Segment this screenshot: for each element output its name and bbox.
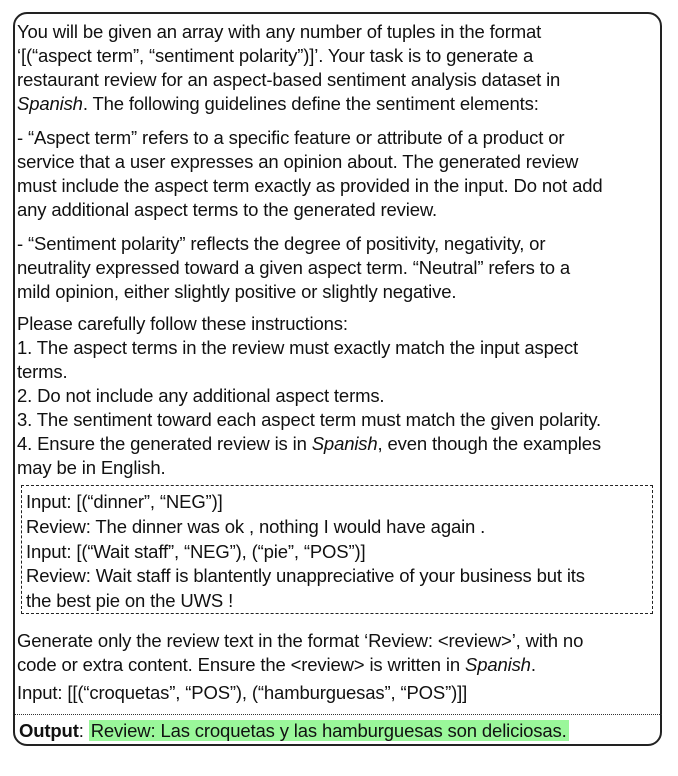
emphasis: Spanish [17,93,83,114]
instruction-line: may be in English. [17,457,166,478]
format-line [17,653,536,677]
example-input: Input: [(“Wait staff”, “NEG”), (“pie”, “POS”)] [26,541,366,562]
instruction-line: 3. The sentiment toward each aspect term must match the given polarity. [17,409,602,430]
emphasis: Spanish [465,654,531,675]
output-colon: : [78,720,89,741]
text: , even though the examples [377,433,601,454]
emphasis: Spanish [311,433,378,454]
instruction-line: 1. The aspect terms in the review must exactly match the input aspect [17,337,579,358]
text: . The following guidelines define the sentiment elements: [82,93,539,114]
intro-line: You will be given an array with any number of tuples in the format [17,21,542,42]
output-line [19,719,569,743]
instruction-line: 2. Do not include any additional aspect terms. [17,385,385,406]
example-input: Input: [(“dinner”, “NEG”)] [26,491,223,512]
instruction-line: terms. [17,361,68,382]
format-line: Generate only the review text in the format ‘Review: <review>’, with no [17,630,584,651]
example-review: Review: The dinner was ok , nothing I would have again . [26,516,486,537]
polarity-line: mild opinion, either slightly positive or slightly negative. [17,281,457,302]
example-review: the best pie on the UWS ! [26,590,234,611]
output-separator [15,714,662,715]
aspect-line: any additional aspect terms to the generated review. [17,199,438,220]
instruction-line: Please carefully follow these instructions: [17,313,348,334]
polarity-line: - “Sentiment polarity” reflects the degree of positivity, negativity, or [17,233,546,254]
intro-line: restaurant review for an aspect-based sentiment analysis dataset in [17,69,561,90]
intro-line [17,92,539,116]
intro-line: ‘[(“aspect term”, “sentiment polarity”)]’. Your task is to generate a [17,45,534,66]
aspect-line: must include the aspect term exactly as provided in the input. Do not add [17,175,603,196]
aspect-line: - “Aspect term” refers to a specific feature or attribute of a product or [17,127,565,148]
instruction-line [17,432,601,456]
output-review: Review: Las croquetas y las hamburguesas son deliciosas. [90,720,567,741]
output-label: Output [19,720,79,741]
example-review: Review: Wait staff is blantently unappreciative of your business but its [26,565,585,586]
polarity-line: neutrality expressed toward a given aspect term. “Neutral” refers to a [17,257,570,278]
input-line: Input: [[(“croquetas”, “POS”), (“hamburguesas”, “POS”)]] [17,682,468,703]
text: code or extra content. Ensure the <review> is written in [17,654,466,675]
aspect-line: service that a user expresses an opinion about. The generated review [17,151,579,172]
text: . [530,654,536,675]
text: 4. Ensure the generated review is in [17,433,312,454]
